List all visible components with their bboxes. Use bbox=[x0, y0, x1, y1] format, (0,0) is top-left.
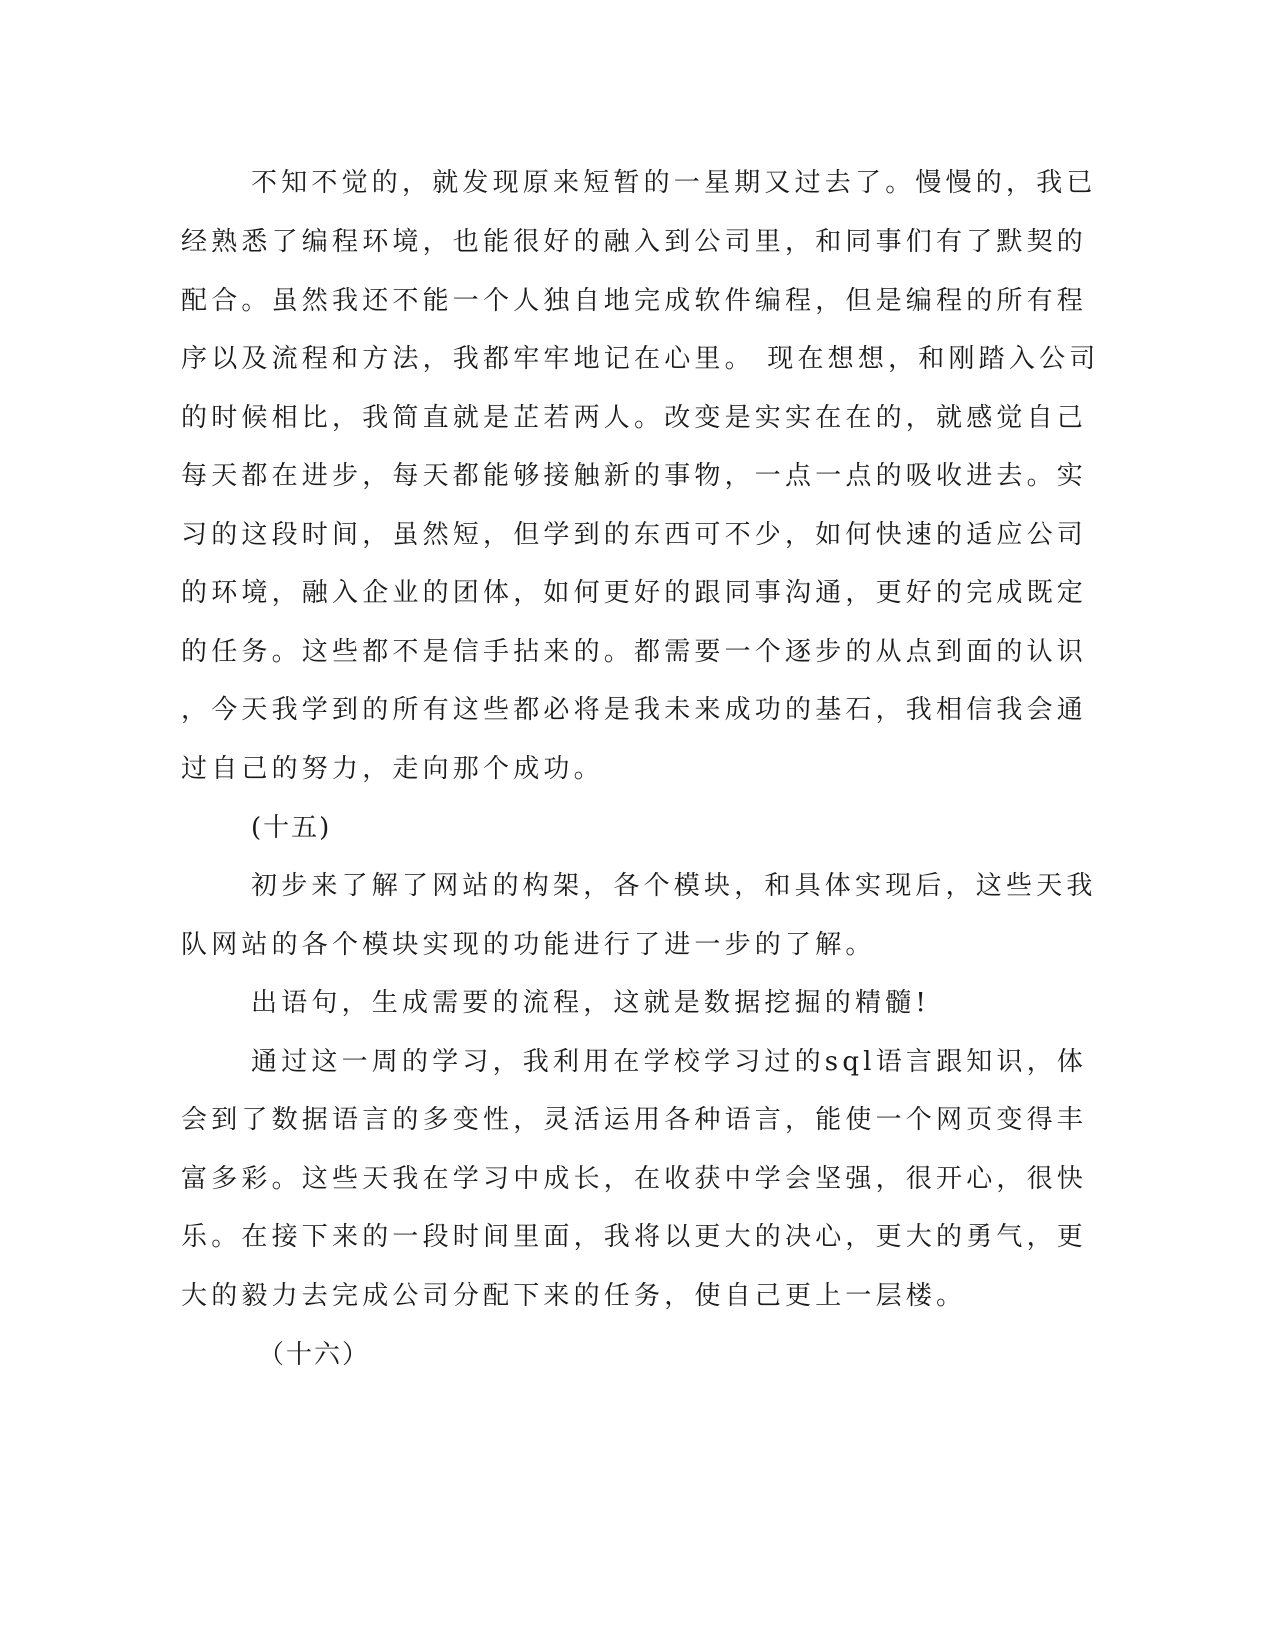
section-heading: （十六） bbox=[258, 1340, 371, 1370]
paragraph-line: 序以及流程和方法，我都牢牢地记在心里。 现在想想，和刚踏入公司 bbox=[181, 344, 1100, 374]
paragraph-line: 初步来了解了网站的构架，各个模块，和具体实现后，这些天我 bbox=[251, 871, 1097, 901]
paragraph-line: 通过这一周的学习，我利用在学校学习过的sql语言跟知识，体 bbox=[251, 1047, 1088, 1077]
paragraph-line: ，今天我学到的所有这些都必将是我未来成功的基石，我相信我会通 bbox=[181, 695, 1088, 725]
paragraph-line: 每天都在进步，每天都能够接触新的事物，一点一点的吸收进去。实 bbox=[181, 461, 1088, 491]
paragraph-line: 的环境，融入企业的团体，如何更好的跟同事沟通，更好的完成既定 bbox=[181, 578, 1088, 608]
paragraph-line: 大的毅力去完成公司分配下来的任务，使自己更上一层楼。 bbox=[181, 1281, 967, 1311]
paragraph-line: 习的这段时间，虽然短，但学到的东西可不少，如何快速的适应公司 bbox=[181, 520, 1088, 550]
paragraph-line: 经熟悉了编程环境，也能很好的融入到公司里，和同事们有了默契的 bbox=[181, 227, 1088, 257]
paragraph-line: 的时候相比，我简直就是芷若两人。改变是实实在在的，就感觉自己 bbox=[181, 403, 1088, 433]
paragraph-line: 出语句，生成需要的流程，这就是数据挖掘的精髓! bbox=[251, 988, 931, 1018]
paragraph-line: 队网站的各个模块实现的功能进行了进一步的了解。 bbox=[181, 930, 876, 960]
paragraph-line: 配合。虽然我还不能一个人独自地完成软件编程，但是编程的所有程 bbox=[181, 286, 1088, 316]
paragraph-line: 过自己的努力，走向那个成功。 bbox=[181, 754, 604, 784]
section-heading: (十五) bbox=[251, 813, 332, 843]
paragraph-line: 不知不觉的，就发现原来短暂的一星期又过去了。慢慢的，我已 bbox=[251, 168, 1097, 198]
paragraph-line: 乐。在接下来的一段时间里面，我将以更大的决心，更大的勇气，更 bbox=[181, 1222, 1088, 1252]
paragraph-line: 会到了数据语言的多变性，灵活运用各种语言，能使一个网页变得丰 bbox=[181, 1105, 1088, 1135]
paragraph-line: 的任务。这些都不是信手拈来的。都需要一个逐步的从点到面的认识 bbox=[181, 637, 1088, 667]
paragraph-line: 富多彩。这些天我在学习中成长，在收获中学会坚强，很开心，很快 bbox=[181, 1164, 1088, 1194]
